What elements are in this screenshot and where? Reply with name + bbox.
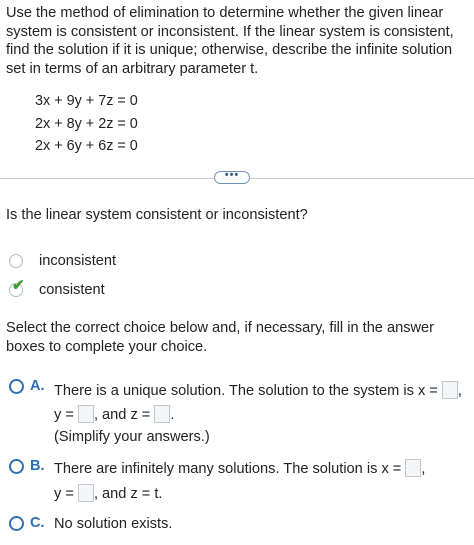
choice-c-letter: C. (30, 515, 45, 531)
radio-choice-a[interactable] (9, 379, 24, 394)
choice-a-y-input[interactable] (78, 405, 94, 423)
option-consistent-label: consistent (39, 282, 105, 298)
choice-b-x-input[interactable] (405, 459, 421, 477)
expand-details-button[interactable] (214, 171, 250, 184)
ellipsis-icon: ••• (224, 169, 240, 181)
question-consistency: Is the linear system consistent or inconsistent? (6, 207, 308, 223)
choice-b-comma: , (421, 461, 426, 477)
choice-b-z-label: , and z = t. (93, 486, 163, 502)
choice-a-z-input[interactable] (154, 405, 170, 423)
choice-a-line1 (54, 381, 462, 400)
choice-a-y-label: y = (54, 407, 74, 423)
choice-b-letter: B. (30, 458, 45, 474)
choice-b-line2 (54, 484, 163, 503)
radio-choice-b[interactable] (9, 459, 24, 474)
choice-a-z-label: , and z = (93, 407, 151, 423)
choice-a-comma: , (457, 383, 462, 399)
choice-a-line2 (54, 405, 174, 424)
choice-b-y-label: y = (54, 486, 74, 502)
choice-instruction: Select the correct choice below and, if necessary, fill in the answer boxes to complete your choice. (6, 320, 435, 355)
radio-choice-c[interactable] (9, 516, 24, 531)
option-inconsistent-label: inconsistent (39, 253, 117, 269)
checkmark-icon: ✔ (12, 277, 25, 294)
choice-b-line1 (54, 459, 425, 478)
choice-a-period: . (170, 407, 175, 423)
choice-b-y-input[interactable] (78, 484, 94, 502)
choice-c-text: No solution exists. (54, 516, 173, 532)
problem-prompt: Use the method of elimination to determine whether the given linear system is consistent or inconsistent. If the linear system is consistent, find the solution if it is unique; otherwise, describe the infinite solution set in terms of an arbitrary parameter t. (6, 5, 454, 77)
choice-a-x-input[interactable] (442, 381, 458, 399)
choice-a-note: (Simplify your answers.) (54, 429, 210, 445)
equation-2: 2x + 8y + 2z = 0 (35, 116, 138, 132)
choice-b-text: There are infinitely many solutions. The solution is x = (54, 461, 402, 477)
equation-3: 2x + 6y + 6z = 0 (35, 138, 138, 154)
choice-a-letter: A. (30, 378, 45, 394)
choice-a-text: There is a unique solution. The solution to the system is x = (54, 383, 438, 399)
equation-1: 3x + 9y + 7z = 0 (35, 93, 138, 109)
radio-inconsistent[interactable] (9, 254, 23, 268)
